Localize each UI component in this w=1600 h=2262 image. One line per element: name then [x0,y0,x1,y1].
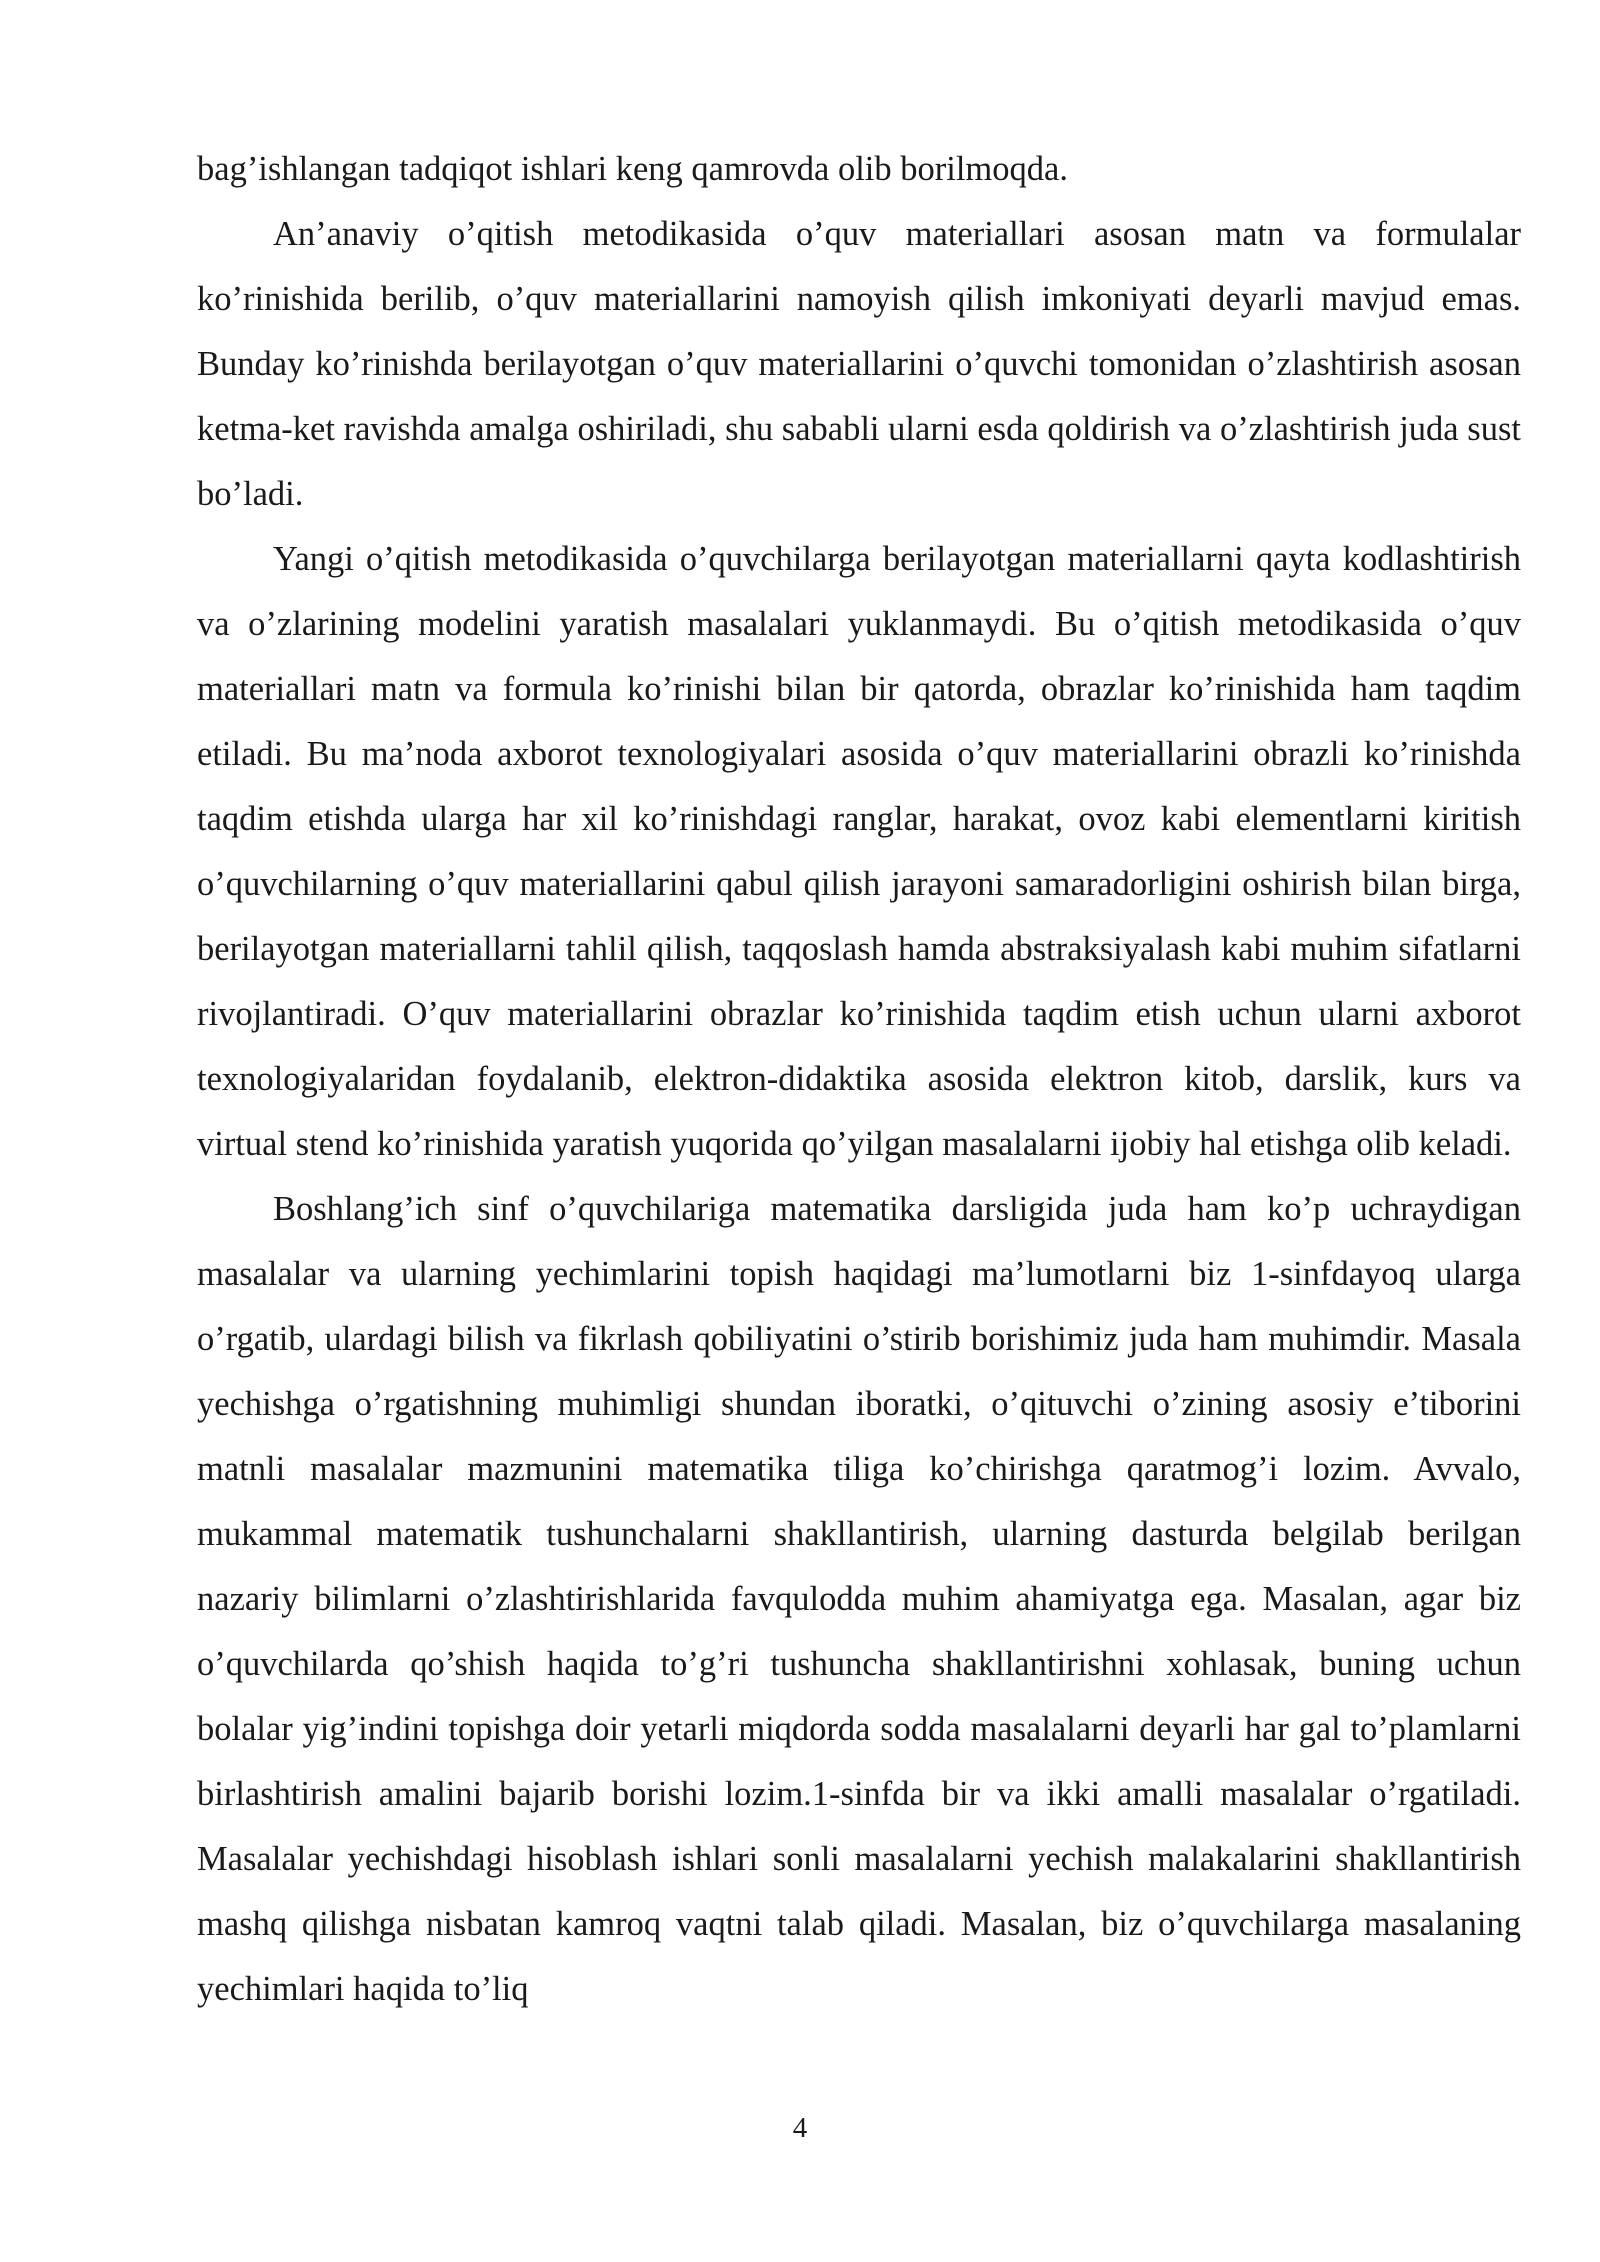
body-text [197,137,1521,2022]
paragraph-continuation: bag’ishlangan tadqiqot ishlari keng qamrovda olib borilmoqda. [197,150,1068,188]
paragraph-primary-school: Boshlang’ich sinf o’quvchilariga matematika darsligida juda ham ko’p uchraydigan masalalar va ularning yechimlarini topish haqidagi ma’lumotlarni biz 1-sinfdayoq ularga o’rgatib, ulardagi bilish va fikrlash qobiliyatini o’stirib borishimiz juda ham muhimdir. Masala yechishga o’rgatishning muhimligi shundan iboratki, o’qituvchi o’zining asosiy e’tiborini matnli masalalar mazmunini matematika tiliga ko’chirishga qaratmog’i lozim. Avvalo, mukammal matematik tushunchalarni shakllantirish, ularning dasturda belgilab berilgan nazariy bilimlarni o’zlashtirishlarida favqulodda muhim ahamiyatga ega. Masalan, agar biz o’quvchilarda qo’shish haqida to’g’ri tushuncha shakllantirishni xohlasak, buning uchun bolalar yig’indini topishga doir yetarli miqdorda sodda masalalarni deyarli har gal to’plamlarni birlashtirish amalini bajarib borishi lozim.1-sinfda bir va ikki amalli masalalar o’rgatiladi. Masalalar yechishdagi hisoblash ishlari sonli masalalarni yechish malakalarini shakllantirish mashq qilishga nisbatan kamroq vaqtni talab qiladi. Masalan, biz o’quvchilarga masalaning yechimlari haqida to’liq [197,1190,1521,2008]
paragraph-new-method: Yangi o’qitish metodikasida o’quvchilarga berilayotgan materiallarni qayta kodlashtirish va o’zlarining modelini yaratish masalalari yuklanmaydi. Bu o’qitish metodikasida o’quv materiallari matn va formula ko’rinishi bilan bir qatorda, obrazlar ko’rinishida ham taqdim etiladi. Bu ma’noda axborot texnologiyalari asosida o’quv materiallarini obrazli ko’rinishda taqdim etishda ularga har xil ko’rinishdagi ranglar, harakat, ovoz kabi elementlarni kiritish o’quvchilarning o’quv materiallarini qabul qilish jarayoni samaradorligini oshirish bilan birga, berilayotgan materiallarni tahlil qilish, taqqoslash hamda abstraksiyalash kabi muhim sifatlarni rivojlantiradi. O’quv materiallarini obrazlar ko’rinishida taqdim etish uchun ularni axborot texnologiyalaridan foydalanib, elektron-didaktika asosida elektron kitob, darslik, kurs va virtual stend ko’rinishida yaratish yuqorida qo’yilgan masalalarni ijobiy hal etishga olib keladi. [197,540,1521,1163]
page-number: 4 [792,2112,808,2144]
paragraph-traditional-method: An’anaviy o’qitish metodikasida o’quv materiallari asosan matn va formulalar ko’rinishida berilib, o’quv materiallarini namoyish qilish imkoniyati deyarli mavjud emas. Bunday ko’rinishda berilayotgan o’quv materiallarini o’quvchi tomonidan o’zlashtirish asosan ketma-ket ravishda amalga oshiriladi, shu sababli ularni esda qoldirish va o’zlashtirish juda sust bo’ladi. [197,215,1521,513]
